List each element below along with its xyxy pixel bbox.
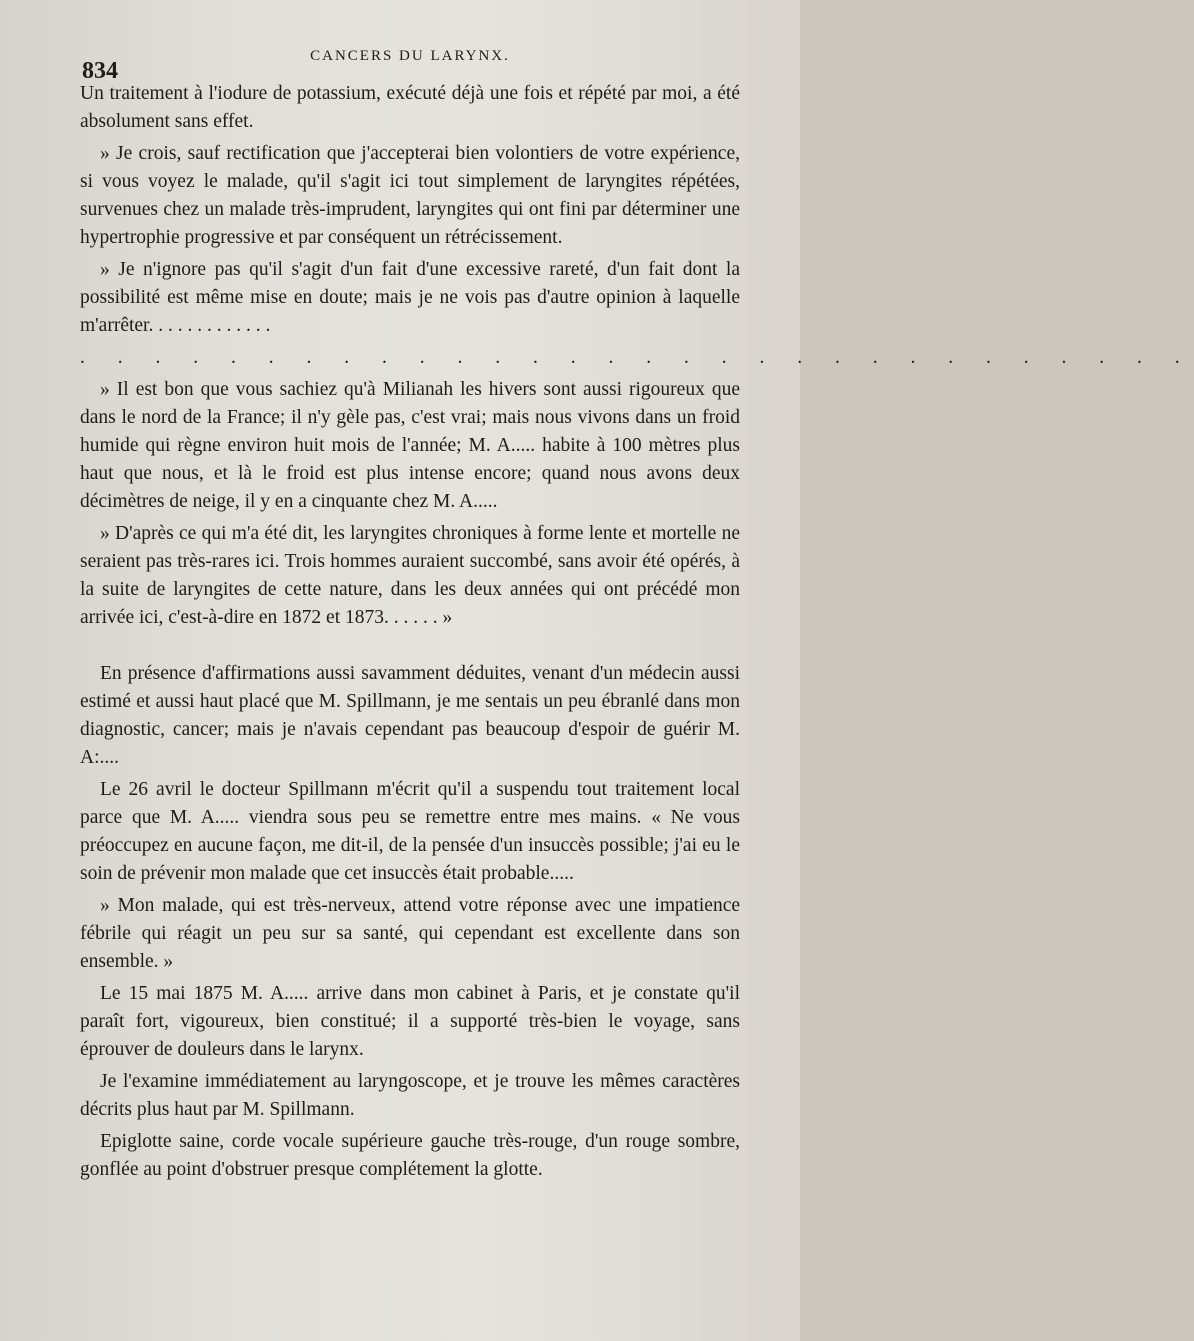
paragraph: Le 15 mai 1875 M. A..... arrive dans mon cabinet à Paris, et je constate qu'il paraît fort, vigoureux, bien constitué; il a supporté très-bien le voyage, sans éprouver de douleurs dans le larynx. (80, 983, 740, 1060)
paragraph: En présence d'affirmations aussi savamment déduites, venant d'un médecin aussi estimé et aussi haut placé que M. Spillmann, je me sentais un peu ébranlé dans mon diagnostic, cancer; mais je n'avais cependant pas beaucoup d'espoir de guérir M. A:.... (80, 663, 740, 768)
paragraph: » Il est bon que vous sachiez qu'à Milianah les hivers sont aussi rigoureux que dans le nord de la France; il n'y gèle pas, c'est vrai; mais nous vivons dans un froid humide qui règne environ huit mois de l'année; M. A..... habite à 100 mètres plus haut que nous, et là le froid est plus intense encore; quand nous avons deux décimètres de neige, il y en a cinquante chez M. A..... (80, 379, 740, 512)
running-head: CANCERS DU LARYNX. (310, 48, 510, 64)
page-body (80, 80, 1194, 1188)
paragraph: Un traitement à l'iodure de potassium, exécuté déjà une fois et répété par moi, a été absolument sans effet. (80, 83, 740, 132)
page-number: 834 (82, 58, 118, 84)
paragraph: Le 26 avril le docteur Spillmann m'écrit qu'il a suspendu tout traitement local parce que M. A..... viendra sous peu se remettre entre mes mains. « Ne vous préoccupez en aucune façon, me dit-il, de la pensée d'un insuccès possible; j'ai eu le soin de prévenir mon malade que cet insuccès était probable..... (80, 779, 740, 884)
paragraph: » Je crois, sauf rectification que j'accepterai bien volontiers de votre expérience, si vous voyez le malade, qu'il s'agit ici tout simplement de laryngites répétées, survenues chez un malade très-imprudent, laryngites qui ont fini par déterminer une hypertrophie progressive et par conséquent un rétrécissement. (80, 143, 740, 248)
paragraph: Je l'examine immédiatement au laryngoscope, et je trouve les mêmes caractères décrits plus haut par M. Spillmann. (80, 1071, 740, 1120)
section-gap (80, 636, 740, 660)
paragraph: » Mon malade, qui est très-nerveux, attend votre réponse avec une impatience fébrile qui réagit un peu sur sa santé, qui cependant est excellente dans son ensemble. » (80, 895, 740, 972)
ellipsis-line: . . . . . . . . . . . . . . . . . . . . . . . . . . . . . . (80, 347, 1194, 368)
page-header (0, 40, 800, 84)
paragraph: » Je n'ignore pas qu'il s'agit d'un fait d'une excessive rareté, d'un fait dont la possibilité est même mise en doute; mais je ne vois pas d'autre opinion à laquelle m'arrêter. . . . . . . . . . . . . (80, 259, 740, 336)
paragraph: » D'après ce qui m'a été dit, les laryngites chroniques à forme lente et mortelle ne seraient pas très-rares ici. Trois hommes auraient succombé, sans avoir été opérés, à la suite de laryngites de cette nature, dans les deux années qui ont précédé mon arrivée ici, c'est-à-dire en 1872 et 1873. . . . . . » (80, 523, 740, 628)
paragraph: Epiglotte saine, corde vocale supérieure gauche très-rouge, d'un rouge sombre, gonflée au point d'obstruer presque complétement la glotte. (80, 1131, 740, 1180)
